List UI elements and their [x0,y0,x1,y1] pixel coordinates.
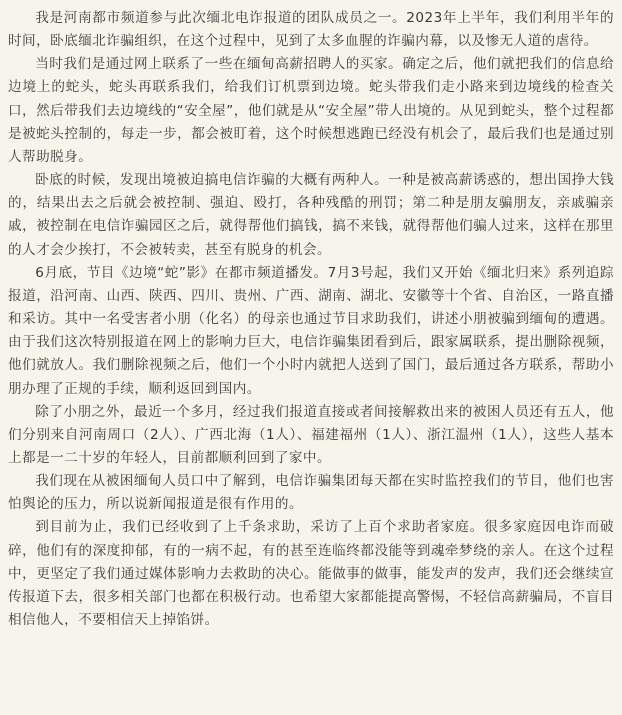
article-paragraph-6: 我们现在从被困缅甸人员口中了解到，电信诈骗集团每天都在实时监控我们的节目，他们也害怕舆论的压力，所以说新闻报道是很有作用的。 [8,473,614,513]
article-paragraph-3: 卧底的时候，发现出境被迫搞电信诈骗的大概有两种人。一种是被高薪诱惑的，想出国挣大钱的，结果出去之后就会被控制、强迫、殴打，各种残酷的刑罚；第二种是朋友骗朋友，亲戚骗亲戚，被控制在电信诈骗园区之后，就得帮他们搞钱，搞不来钱，就得帮他们骗人过来，这样在那里的人才会少挨打，不会被转卖，甚至有脱身的机会。 [8,172,614,258]
article-paragraph-1: 我是河南都市频道参与此次缅北电诈报道的团队成员之一。2023年上半年，我们利用半年的时间，卧底缅北诈骗组织，在这个过程中，见到了太多血腥的诈骗内幕，以及惨无人道的虐待。 [8,10,614,50]
article-paragraph-7: 到目前为止，我们已经收到了上千条求助，采访了上百个求助者家庭。很多家庭因电诈而破碎，他们有的深度抑郁，有的一病不起，有的甚至连临终都没能等到魂牵梦绕的亲人。在这个过程中，更坚定了我们通过媒体影响力去救助的决心。能做事的做事，能发声的发声，我们还会继续宣传报道下去，很多相关部门也都在积极行动。也希望大家都能提高警惕，不轻信高薪骗局，不盲目相信他人，不要相信天上掉馅饼。 [8,519,614,629]
article-paragraph-2: 当时我们是通过网上联系了一些在缅甸高薪招聘人的买家。确定之后，他们就把我们的信息给边境上的蛇头，蛇头再联系我们，给我们订机票到边境。蛇头带我们走小路来到边境线的检查关口，然后带我们去边境线的“安全屋”，他们就是从“安全屋”带人出境的。从见到蛇头，整个过程都是被蛇头控制的，每走一步，都会被盯着，这个时候想逃跑已经没有机会了，最后我们也是通过别人帮助脱身。 [8,56,614,165]
article-paragraph-5: 除了小朋之外，最近一个多月，经过我们报道直接或者间接解救出来的被困人员还有五人，他们分别来自河南周口（2人）、广西北海（1人）、福建福州（1人）、浙江温州（1人），这些人基本上都是一二十岁的年轻人，目前都顺利回到了家中。 [8,403,614,466]
article-paragraph-4: 6月底，节目《边境“蛇”影》在都市频道播发。7月3号起，我们又开始《缅北归来》系列追踪报道，沿河南、山西、陕西、四川、贵州、广西、湖南、湖北、安徽等十个省、自治区，一路直播和采访。其中一名受害者小朋（化名）的母亲也通过节目求助我们，讲述小朋被骗到缅甸的遭遇。由于我们这次特别报道在网上的影响力巨大，电信诈骗集团看到后，跟家属联系，提出删除视频，他们就放人。我们删除视频之后，他们一个小时内就把人送到了国门，最后通过各方联系，帮助小朋办理了正规的手续，顺利返回到国内。 [8,264,614,397]
